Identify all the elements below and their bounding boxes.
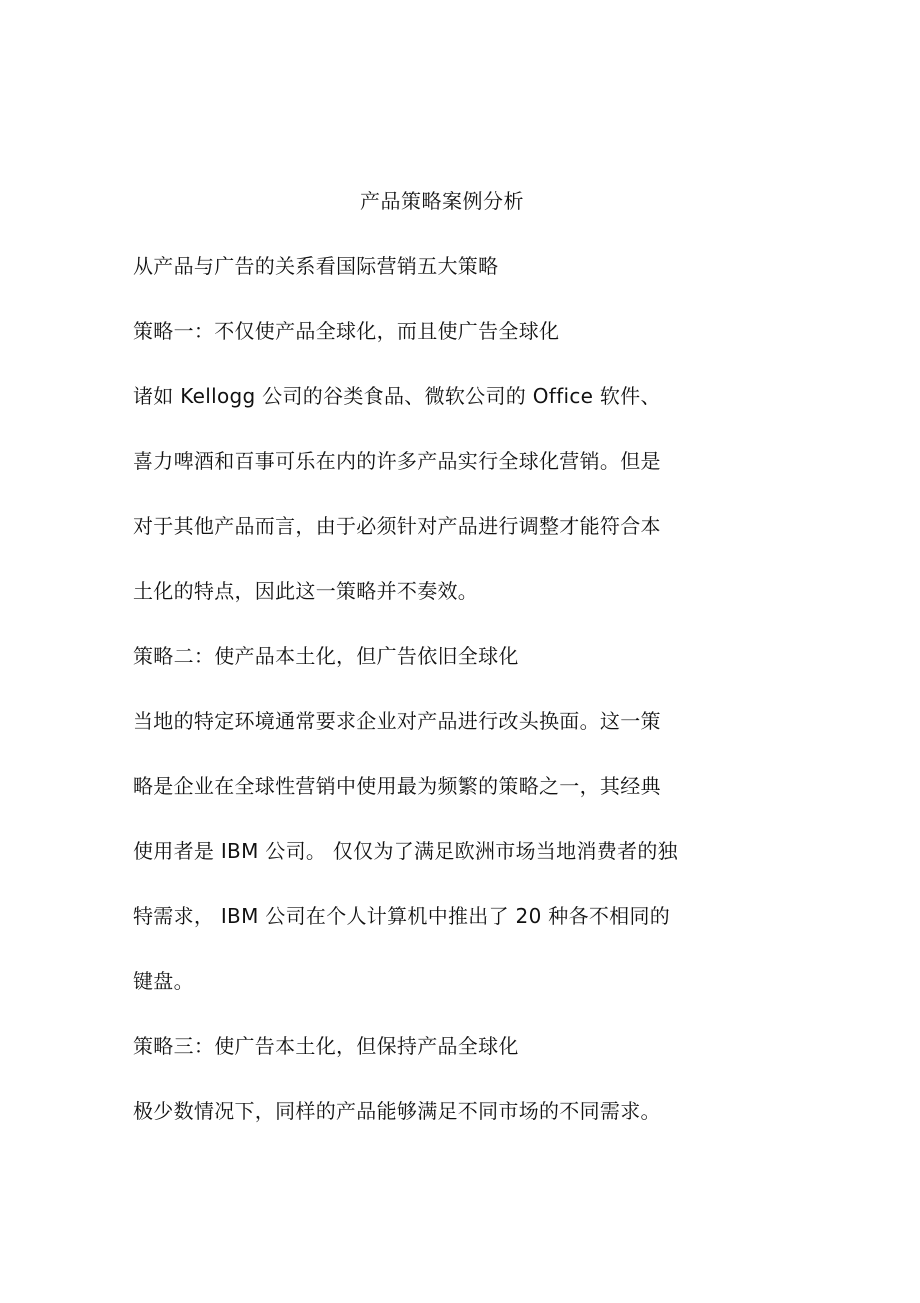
paragraph-line: 极少数情况下，同样的产品能够满足不同市场的不同需求。 xyxy=(133,1099,661,1123)
paragraph-line: 使用者是 IBM 公司。 仅仅为了满足欧洲市场当地消费者的独 xyxy=(133,839,678,863)
paragraph-line: 当地的特定环境通常要求企业对产品进行改头换面。这一策 xyxy=(133,709,661,733)
heading-line: 从产品与广告的关系看国际营销五大策略 xyxy=(133,254,499,278)
paragraph-line: 特需求， IBM 公司在个人计算机中推出了 20 种各不相同的 xyxy=(133,904,671,928)
paragraph-line: 键盘。 xyxy=(133,969,194,993)
paragraph-line: 对于其他产品而言，由于必须针对产品进行调整才能符合本 xyxy=(133,514,661,538)
paragraph-line: 诸如 Kellogg 公司的谷类食品、微软公司的 Office 软件、 xyxy=(133,384,661,408)
paragraph-line: 土化的特点，因此这一策略并不奏效。 xyxy=(133,579,479,603)
paragraph-line: 喜力啤酒和百事可乐在内的许多产品实行全球化营销。但是 xyxy=(133,449,661,473)
strategy-one-heading: 策略一：不仅使产品全球化，而且使广告全球化 xyxy=(133,319,560,343)
strategy-two-heading: 策略二：使产品本土化，但广告依旧全球化 xyxy=(133,644,519,668)
document-title: 产品策略案例分析 xyxy=(360,189,524,213)
paragraph-line: 略是企业在全球性营销中使用最为频繁的策略之一，其经典 xyxy=(133,774,661,798)
strategy-three-heading: 策略三：使广告本土化，但保持产品全球化 xyxy=(133,1034,519,1058)
